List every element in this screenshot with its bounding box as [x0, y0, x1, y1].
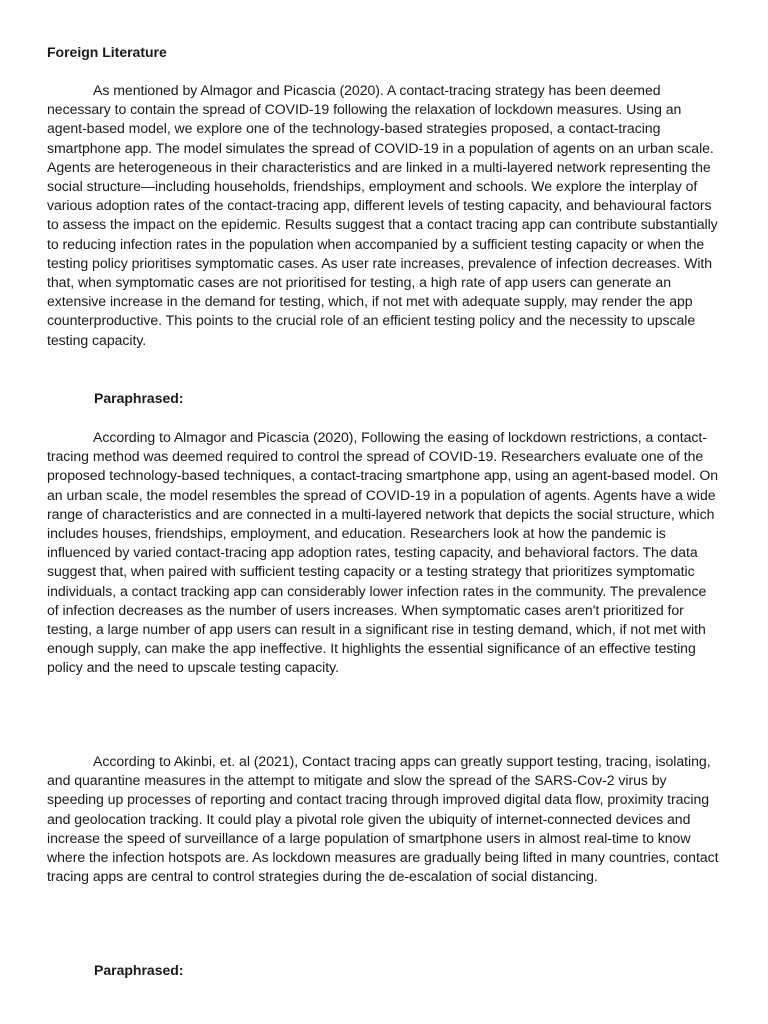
paragraph-original-akinbi: According to Akinbi, et. al (2021), Contact tracing apps can greatly support testing, tracing, isolating, and quarantine measures in the attempt to mitigate and slow the spread of the SARS-Cov-2 virus by speeding up processes of reporting and contact tracing through improved digital data flow, proximity tracing and geolocation tracking. It could play a pivotal role given the ubiquity of internet-connected devices and increase the speed of surveillance of a large population of smartphone users in almost real-time to know where the infection hotspots are. As lockdown measures are gradually being lifted in many countries, contact tracing apps are central to control strategies during the de-escalation of social distancing. — [47, 753, 719, 885]
section-heading-paraphrased-1: Paraphrased: — [94, 390, 184, 406]
section-heading-foreign-literature: Foreign Literature — [47, 44, 167, 60]
section-heading-paraphrased-2: Paraphrased: — [94, 962, 184, 978]
paragraph-paraphrased-almagor: According to Almagor and Picascia (2020), Following the easing of lockdown restrictions, a contact-tracing method was deemed required to control the spread of COVID-19. Researchers evaluate one of the proposed technology-based techniques, a contact-tracing smartphone app, using an agent-based model. On an urban scale, the model resembles the spread of COVID-19 in a population of agents. Agents have a wide range of characteristics and are connected in a multi-layered network that depicts the social structure, which includes houses, friendships, employment, and education. Researchers look at how the pandemic is influenced by varied contact-tracing app adoption rates, testing capacity, and behavioral factors. The data suggest that, when paired with sufficient testing capacity or a testing strategy that prioritizes symptomatic individuals, a contact tracking app can considerably lower infection rates in the community. The prevalence of infection decreases as the number of users increases. When symptomatic cases aren't prioritized for testing, a large number of app users can result in a significant rise in testing demand, which, if not met with enough supply, can make the app ineffective. It highlights the essential significance of an effective testing policy and the need to upscale testing capacity. — [47, 429, 719, 676]
paragraph-original-almagor: As mentioned by Almagor and Picascia (2020). A contact-tracing strategy has been deemed necessary to contain the spread of COVID-19 following the relaxation of lockdown measures. Using an agent-based model, we explore one of the technology-based strategies proposed, a contact-tracing smartphone app. The model simulates the spread of COVID-19 in a population of agents on an urban scale. Agents are heterogeneous in their characteristics and are linked in a multi-layered network representing the social structure—including households, friendships, employment and schools. We explore the interplay of various adoption rates of the contact-tracing app, different levels of testing capacity, and behavioural factors to assess the impact on the epidemic. Results suggest that a contact tracing app can contribute substantially to reducing infection rates in the population when accompanied by a sufficient testing capacity or when the testing policy prioritises symptomatic cases. As user rate increases, prevalence of infection decreases. With that, when symptomatic cases are not prioritised for testing, a high rate of app users can generate an extensive increase in the demand for testing, which, if not met with adequate supply, may render the app counterproductive. This points to the crucial role of an efficient testing policy and the necessity to upscale testing capacity. — [47, 82, 718, 348]
